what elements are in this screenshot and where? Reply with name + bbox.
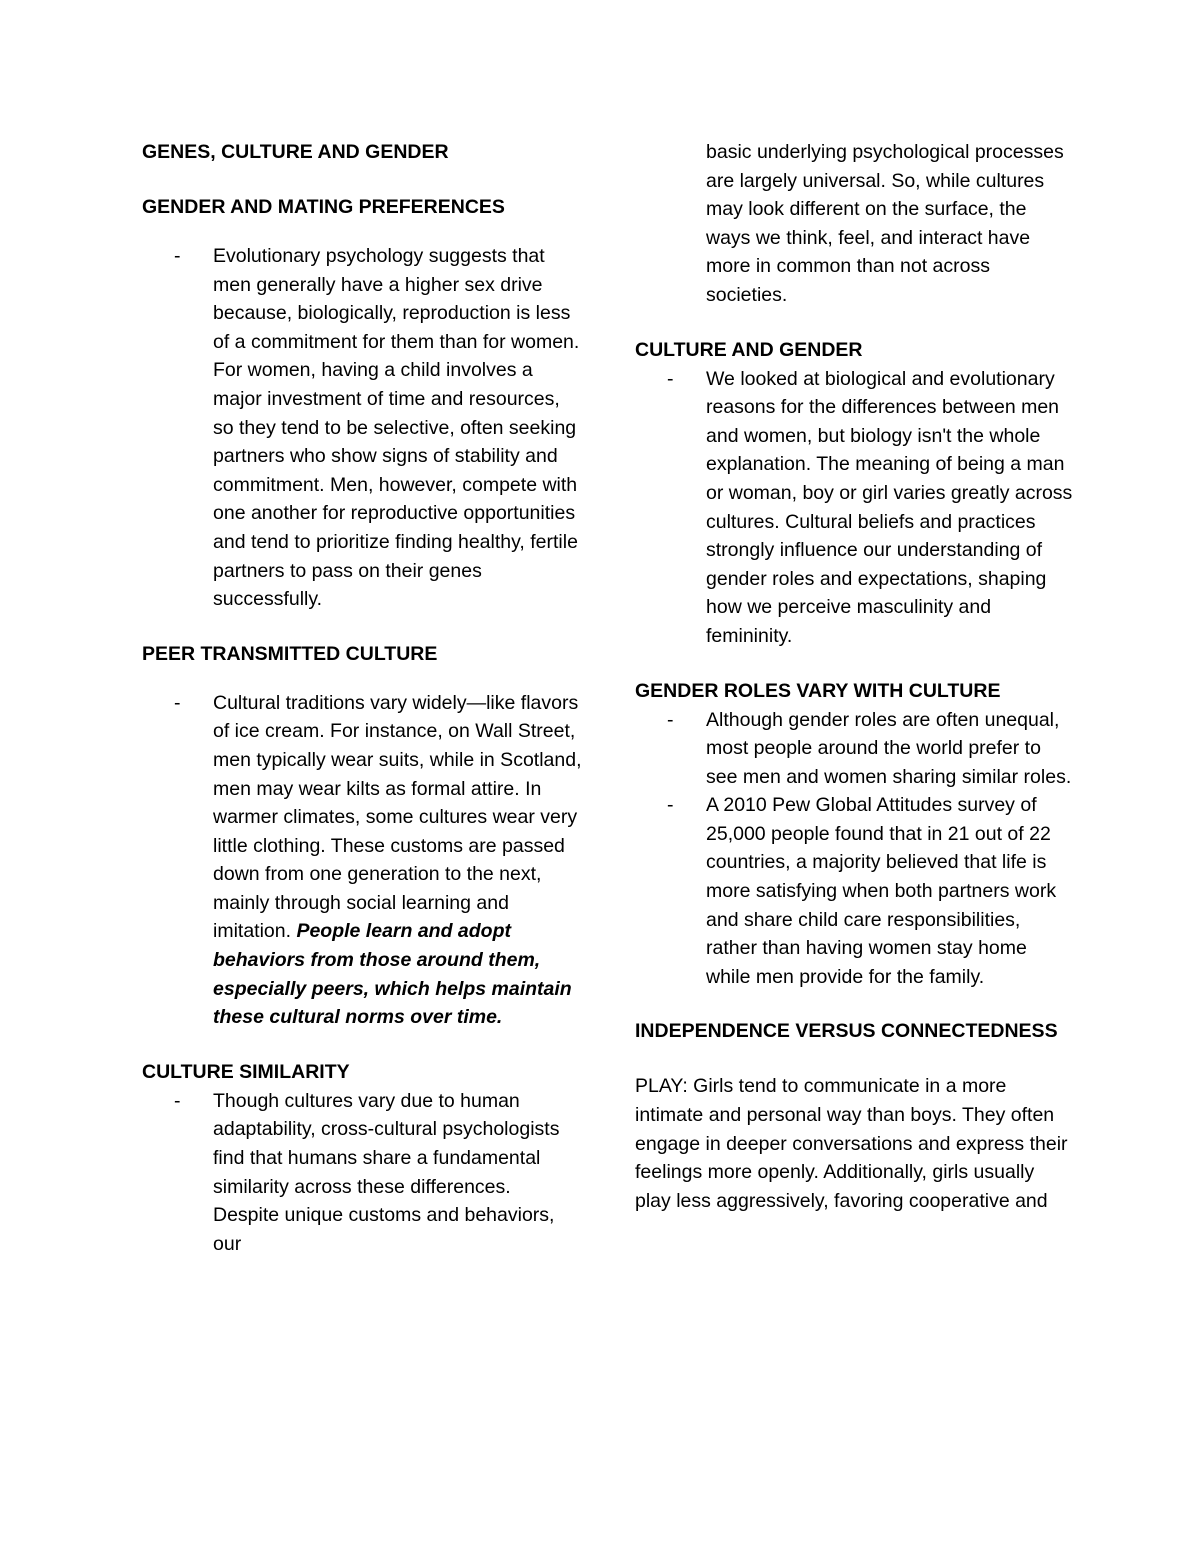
- heading-culture-similarity: CULTURE SIMILARITY: [142, 1060, 350, 1083]
- bullet-text: Evolutionary psychology suggests that men generally have a higher sex drive because, biologically, reproduction is less of a commitment for them than for women. For women, having a child involves a major investment of time and resources, so they tend to be selective, often seeking partners who show signs of stability and commitment. Men, however, compete with one another for reproductive opportunities and tend to prioritize finding healthy, fertile partners to pass on their genes successfully.: [213, 245, 580, 611]
- left-column: [142, 138, 582, 1258]
- bullet-dash: -: [667, 708, 674, 731]
- bullet-text: A 2010 Pew Global Attitudes survey of 25,000 people found that in 21 out of 22 countries, a majority believed that life is more satisfying when both partners work and share child care responsibilities, rather than having women stay home while men provide for the family.: [706, 794, 1057, 988]
- bullet-dash: -: [667, 367, 674, 390]
- continued-text: basic underlying psychological processes are largely universal. So, while cultures may look different on the surface, the ways we think, feel, and interact have more in common than not across societies.: [706, 141, 1064, 306]
- paragraph-play: PLAY: Girls tend to communicate in a more intimate and personal way than boys. They often engage in deeper conversations and express their feelings more openly. Additionally, girls usually play less aggressively, favoring cooperative and: [635, 1075, 1068, 1212]
- document-title: GENES, CULTURE AND GENDER: [142, 141, 449, 163]
- bullet-culture-similarity: [142, 1087, 582, 1259]
- heading-independence: INDEPENDENCE VERSUS CONNECTEDNESS: [635, 1020, 1058, 1043]
- bullet-dash: -: [667, 794, 674, 817]
- bullet-gender-mating: [142, 242, 582, 614]
- heading-gender-mating: GENDER AND MATING PREFERENCES: [142, 196, 505, 218]
- right-column: [635, 138, 1075, 1215]
- bullet-dash: -: [174, 245, 181, 267]
- bullet-emphasis-text: People learn and adopt behaviors from those around them, especially peers, which helps maintain these cultural norms over time.: [213, 920, 572, 1029]
- bullet-culture-gender: [635, 365, 1075, 651]
- bullet-gender-roles-1: [635, 706, 1075, 792]
- bullet-peer-culture: [142, 689, 582, 1032]
- bullet-gender-roles-2: [635, 791, 1075, 991]
- bullet-dash: -: [174, 1089, 181, 1112]
- bullet-text: Cultural traditions vary widely—like flavors of ice cream. For instance, on Wall Street, men typically wear suits, while in Scotland, men may wear kilts as formal attire. In warmer climates, some cultures wear very little clothing. These customs are passed down from one generation to the next, mainly through social learning and imitation.: [213, 691, 582, 943]
- bullet-text: Although gender roles are often unequal, most people around the world prefer to see men and women sharing similar roles.: [706, 708, 1072, 788]
- heading-culture-gender: CULTURE AND GENDER: [635, 338, 863, 361]
- bullet-text: Though cultures vary due to human adaptability, cross-cultural psychologists find that humans share a fundamental similarity across these differences. Despite unique customs and behaviors, our: [213, 1089, 560, 1255]
- heading-peer-culture: PEER TRANSMITTED CULTURE: [142, 642, 438, 665]
- bullet-text: We looked at biological and evolutionary reasons for the differences between men and women, but biology isn't the whole explanation. The meaning of being a man or woman, boy or girl varies greatly across cultures. Cultural beliefs and practices strongly influence our understanding of gender roles and expectations, shaping how we perceive masculinity and femininity.: [706, 367, 1073, 647]
- bullet-dash: -: [174, 691, 181, 714]
- heading-gender-roles: GENDER ROLES VARY WITH CULTURE: [635, 679, 1001, 702]
